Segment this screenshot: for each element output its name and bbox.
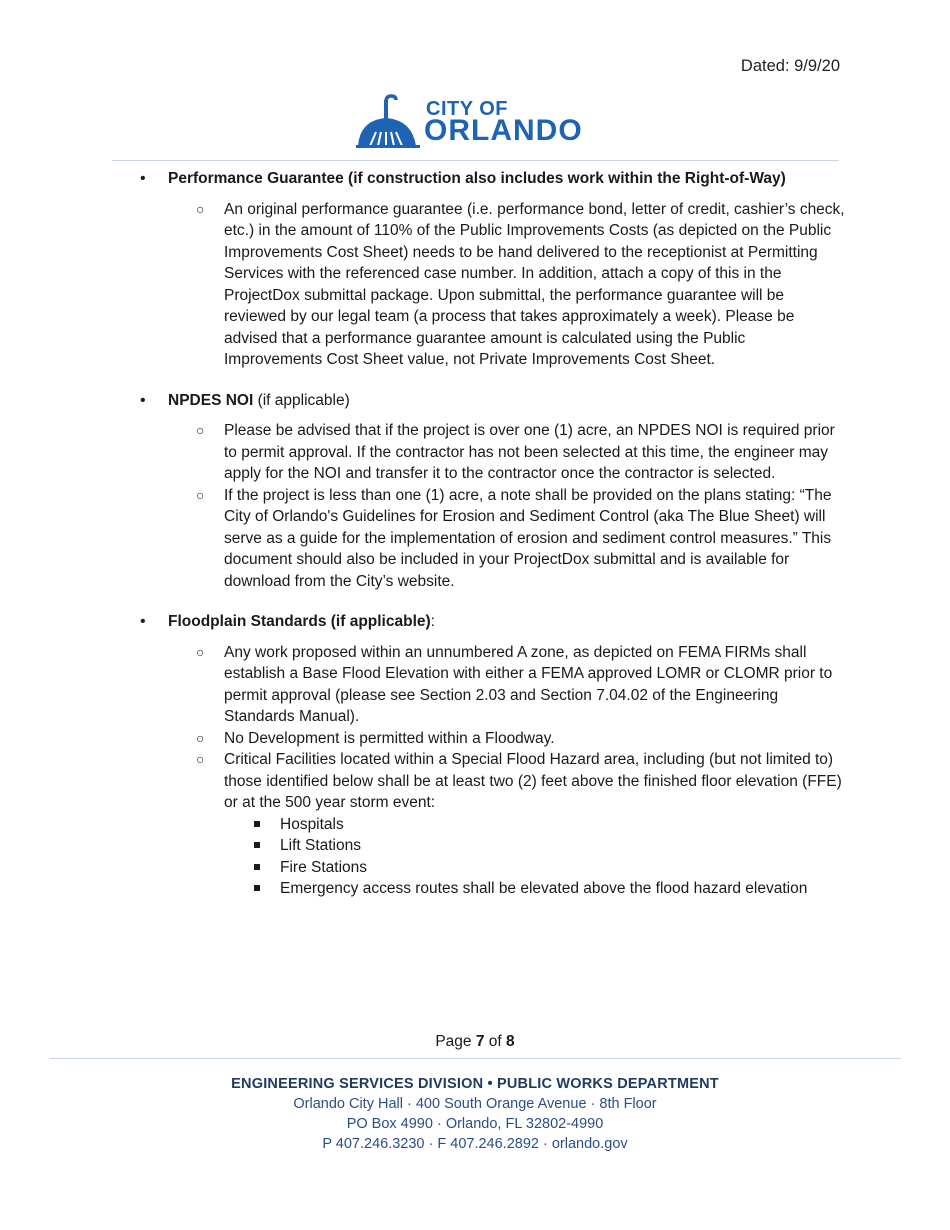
footer-contact: P 407.246.3230 · F 407.246.2892 · orlando.gov xyxy=(322,1136,628,1152)
circle-bullet: ○ xyxy=(196,643,205,660)
list-item-text: Any work proposed within an unnumbered A zone, as depicted on FEMA FIRMs shall establish a Base Flood Elevation with either a FEMA approved LOMR or CLOMR prior to permit approval (please see Section 2.03 and Section 7.04.02 of the Engineering Standards Manual). xyxy=(224,643,833,725)
square-bullet xyxy=(254,864,260,870)
city-of-orlando-logo xyxy=(356,94,601,150)
footer-divider xyxy=(50,1058,901,1059)
facility-text: Emergency access routes shall be elevated above the flood hazard elevation xyxy=(280,880,808,897)
footer-department: ENGINEERING SERVICES DIVISION • PUBLIC WORKS DEPARTMENT xyxy=(231,1076,719,1092)
list-item-text: Critical Facilities located within a Special Flood Hazard area, including (but not limited to) those identified below shall be at least two (2) feet above the finished floor elevation (FFE) or at the 500 year storm event: xyxy=(224,751,842,811)
square-bullet xyxy=(254,885,260,891)
circle-bullet: ○ xyxy=(196,751,205,767)
facility-text: Fire Stations xyxy=(280,858,368,876)
page-current: 7 xyxy=(475,1033,485,1050)
facility-item xyxy=(0,814,950,836)
facility-item xyxy=(0,835,950,857)
page-number xyxy=(0,1033,950,1051)
document-body xyxy=(0,166,950,900)
square-bullet xyxy=(254,821,260,827)
facility-text: Hospitals xyxy=(280,815,344,833)
facility-text: Lift Stations xyxy=(280,837,361,854)
bullet-dot: • xyxy=(140,613,146,630)
section-title: Floodplain Standards (if applicable) xyxy=(168,613,431,630)
list-item-text: An original performance guarantee (i.e. performance bond, letter of credit, cashier’s check, etc.) in the amount of 110% of the Public Improvements Costs (as depicted on the Public Improvements Cost Sheet) needs to be hand delivered to the receptionist at Permitting Services with the referenced case number. In addition, attach a copy of this in the ProjectDox submittal package. Upon submittal, the performance guarantee will be reviewed by our legal team (a process that takes approximately a week). Please be advised that a performance guarantee amount is calculated using the Public Improvements Cost Sheet value, not Private Improvements Cost Sheet. xyxy=(224,200,845,368)
circle-bullet: ○ xyxy=(196,422,205,438)
circle-bullet: ○ xyxy=(196,729,205,746)
fountain-icon xyxy=(356,94,426,150)
list-item xyxy=(0,199,950,371)
page-prefix: Page xyxy=(435,1033,476,1050)
section-title-suffix: : xyxy=(430,613,435,630)
section-title-suffix: (if applicable) xyxy=(253,391,350,409)
bullet-dot: • xyxy=(140,170,146,187)
section-floodplain-standards xyxy=(0,611,950,633)
bullet-dot: • xyxy=(140,391,146,409)
list-item xyxy=(0,728,950,750)
footer-po-box: PO Box 4990 · Orlando, FL 32802-4990 xyxy=(346,1116,604,1132)
logo-city-of: CITY OF xyxy=(426,98,509,120)
section-title: NPDES NOI xyxy=(168,391,254,409)
list-item xyxy=(0,749,950,814)
list-item-text: No Development is permitted within a Floodway. xyxy=(224,729,555,747)
facility-item xyxy=(0,878,950,900)
page-total: 8 xyxy=(506,1033,515,1050)
section-title: Performance Guarantee (if construction also includes work within the Right-of-Way) xyxy=(168,170,786,187)
header-divider xyxy=(112,160,839,161)
section-npdes-noi xyxy=(0,390,950,412)
facility-item xyxy=(0,857,950,879)
list-item-text: Please be advised that if the project is over one (1) acre, an NPDES NOI is required prior to permit approval. If the contractor has not been selected at this time, the engineer may apply for the NOI and transfer it to the contractor once the contractor is selected. xyxy=(224,422,835,482)
page-middle: of xyxy=(484,1033,507,1050)
dated-label: Dated: 9/9/20 xyxy=(740,57,840,75)
footer-address: Orlando City Hall · 400 South Orange Avenue · 8th Floor xyxy=(293,1096,657,1112)
list-item xyxy=(0,420,950,485)
circle-bullet: ○ xyxy=(196,200,205,217)
footer xyxy=(0,1074,950,1154)
square-bullet xyxy=(254,842,260,848)
list-item xyxy=(0,642,950,728)
logo-orlando: ORLANDO xyxy=(424,114,583,147)
list-item-text: If the project is less than one (1) acre, a note shall be provided on the plans stating: “The City of Orlando's Guidelines for Erosion and Sediment Control (aka The Blue Sheet) will serve as a guide for the implementation of erosion and sediment control measures.” This document should also be included in your ProjectDox submittal and is available for download from the City’s website. xyxy=(224,486,832,590)
list-item xyxy=(0,485,950,593)
circle-bullet: ○ xyxy=(196,486,205,503)
section-performance-guarantee xyxy=(0,168,950,190)
